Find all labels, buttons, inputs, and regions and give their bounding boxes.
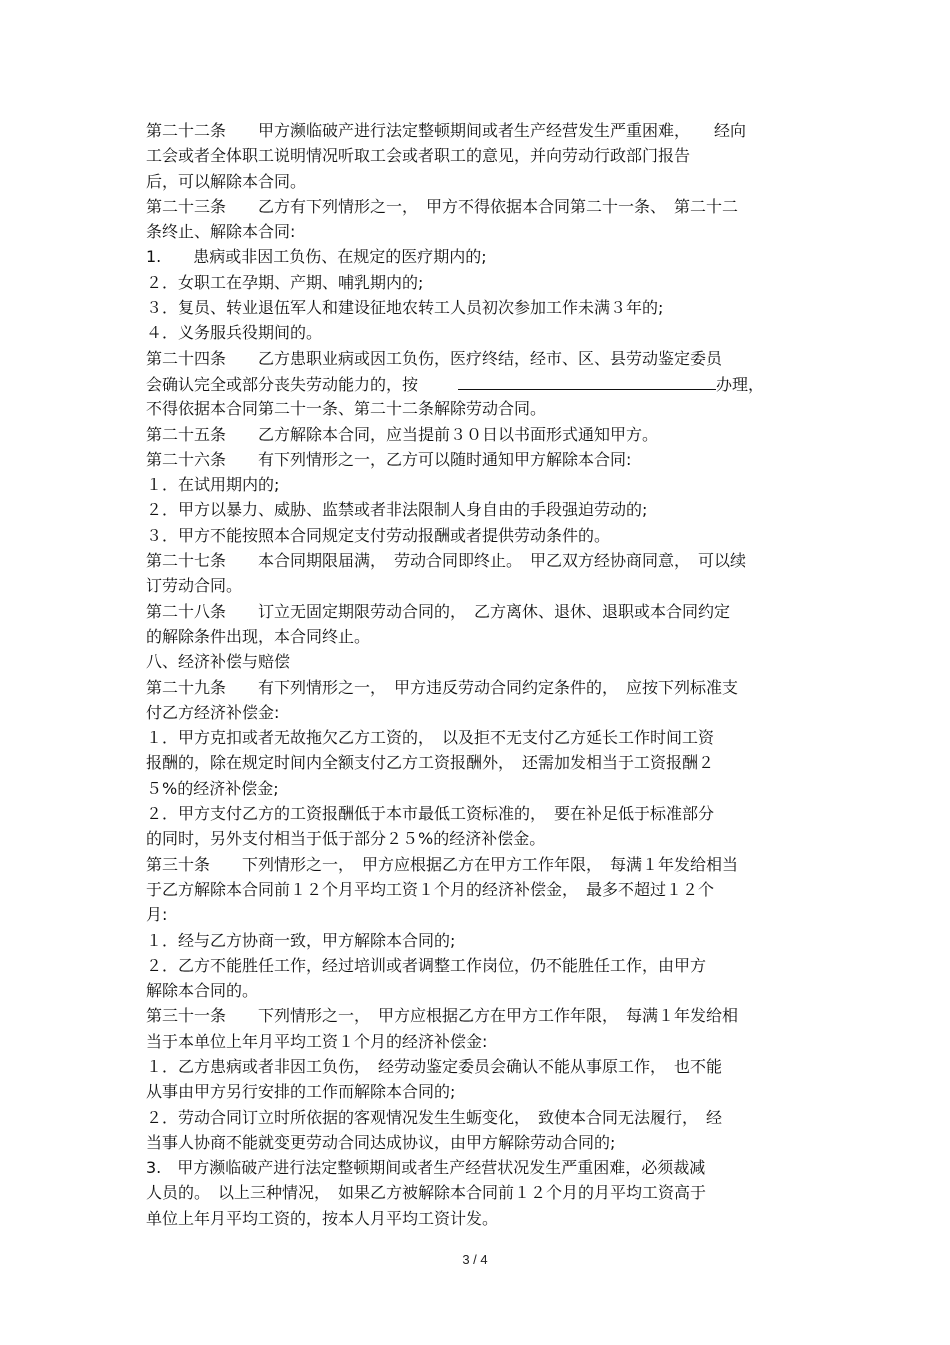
text-line: １．在试用期内的; xyxy=(146,475,280,495)
text-line: 的同时，另外支付相当于低于部分２５%的经济补偿金。 xyxy=(146,829,546,849)
text-line: 第二十六条 有下列情形之一，乙方可以随时通知甲方解除本合同: xyxy=(146,449,632,469)
text-line: 第二十七条 本合同期限届满， 劳动合同即终止。 甲乙双方经协商同意， 可以续 xyxy=(146,551,747,571)
text-line: 工会或者全体职工说明情况听取工会或者职工的意见，并向劳动行政部门报告 xyxy=(146,146,691,166)
text-line: 第二十五条 乙方解除本合同，应当提前３０日以书面形式通知甲方。 xyxy=(146,424,659,444)
text-line: ２．乙方不能胜任工作，经过培训或者调整工作岗位，仍不能胜任工作，由甲方 xyxy=(146,955,707,975)
text-line: 从事由甲方另行安排的工作而解除本合同的; xyxy=(146,1082,456,1102)
text-line: 当于本单位上年月平均工资１个月的经济补偿金: xyxy=(146,1031,488,1051)
text-line: 月: xyxy=(146,905,168,925)
text-line: １．乙方患病或者非因工负伤， 经劳动鉴定委员会确认不能从事原工作， 也不能 xyxy=(146,1056,723,1076)
text-line: 的解除条件出现，本合同终止。 xyxy=(146,626,371,646)
text-line: 人员的。 以上三种情况， 如果乙方被解除本合同前１２个月的月平均工资高于 xyxy=(146,1183,707,1203)
text-line: 第二十四条 乙方患职业病或因工负伤，医疗终结，经市、区、县劳动鉴定委员 xyxy=(146,348,723,368)
page-number: 3 / 4 xyxy=(462,1252,488,1267)
text-line: 付乙方经济补偿金: xyxy=(146,702,280,722)
text-line: 第二十二条 甲方濒临破产进行法定整顿期间或者生产经营发生严重困难， 经向 xyxy=(146,121,747,140)
section-heading: 八、经济补偿与赔偿 xyxy=(146,652,291,672)
text-line: 单位上年月平均工资的，按本人月平均工资计发。 xyxy=(146,1208,499,1228)
text-line: ３．复员、转业退伍军人和建设征地农转工人员初次参加工作未满３年的; xyxy=(146,298,664,318)
line-text: 会确认完全或部分丧失劳动能力的，按 xyxy=(146,374,419,394)
text-line: ２．甲方以暴力、威胁、监禁或者非法限制人身自由的手段强迫劳动的; xyxy=(146,500,648,520)
text-line: 第二十三条 乙方有下列情形之一， 甲方不得依据本合同第二十一条、 第二十二 xyxy=(146,196,739,216)
text-line: 第二十九条 有下列情形之一， 甲方违反劳动合同约定条件的， 应按下列标准支 xyxy=(146,677,739,697)
text-line: 不得依据本合同第二十一条、第二十二条解除劳动合同。 xyxy=(146,399,547,419)
text-line: 订劳动合同。 xyxy=(146,576,243,596)
text-line: 条终止、解除本合同: xyxy=(146,222,296,242)
text-line: 第二十八条 订立无固定期限劳动合同的， 乙方离休、退休、退职或本合同约定 xyxy=(146,601,731,621)
text-line: 解除本合同的。 xyxy=(146,981,259,1001)
text-line: 于乙方解除本合同前１２个月平均工资１个月的经济补偿金， 最多不超过１２个 xyxy=(146,879,715,899)
text-line: 当事人协商不能就变更劳动合同达成协议，由甲方解除劳动合同的; xyxy=(146,1132,616,1152)
document-body xyxy=(146,118,826,1231)
text-line: ２．甲方支付乙方的工资报酬低于本市最低工资标准的， 要在补足低于标准部分 xyxy=(146,804,715,824)
text-line: 第三十条 下列情形之一， 甲方应根据乙方在甲方工作年限， 每满１年发给相当 xyxy=(146,854,739,874)
text-line: ３．甲方不能按照本合同规定支付劳动报酬或者提供劳动条件的。 xyxy=(146,525,611,545)
blank-suffix: 办理， xyxy=(716,374,765,394)
text-line: 第三十一条 下列情形之一， 甲方应根据乙方在甲方工作年限， 每满１年发给相 xyxy=(146,1006,739,1026)
text-line-with-blank xyxy=(146,371,826,396)
text-line: 3. 甲方濒临破产进行法定整顿期间或者生产经营状况发生严重困难，必须裁减 xyxy=(146,1158,706,1178)
text-line: １．经与乙方协商一致，甲方解除本合同的; xyxy=(146,930,456,950)
text-line: 后，可以解除本合同。 xyxy=(146,171,307,191)
text-line: １．甲方克扣或者无故拖欠乙方工资的， 以及拒不无支付乙方延长工作时间工资 xyxy=(146,728,715,748)
text-line: ５%的经济补偿金; xyxy=(146,778,279,798)
text-line: ４．义务服兵役期间的。 xyxy=(146,323,323,343)
text-line: 报酬的，除在规定时间内全额支付乙方工资报酬外， 还需加发相当于工资报酬２ xyxy=(146,753,715,773)
fill-in-blank xyxy=(458,371,716,390)
text-line: ２．女职工在孕期、产期、哺乳期内的; xyxy=(146,272,424,292)
text-line: 1. 患病或非因工负伤、在规定的医疗期内的; xyxy=(146,247,487,267)
text-line: ２．劳动合同订立时所依据的客观情况发生生蛎变化， 致使本合同无法履行， 经 xyxy=(146,1107,723,1127)
